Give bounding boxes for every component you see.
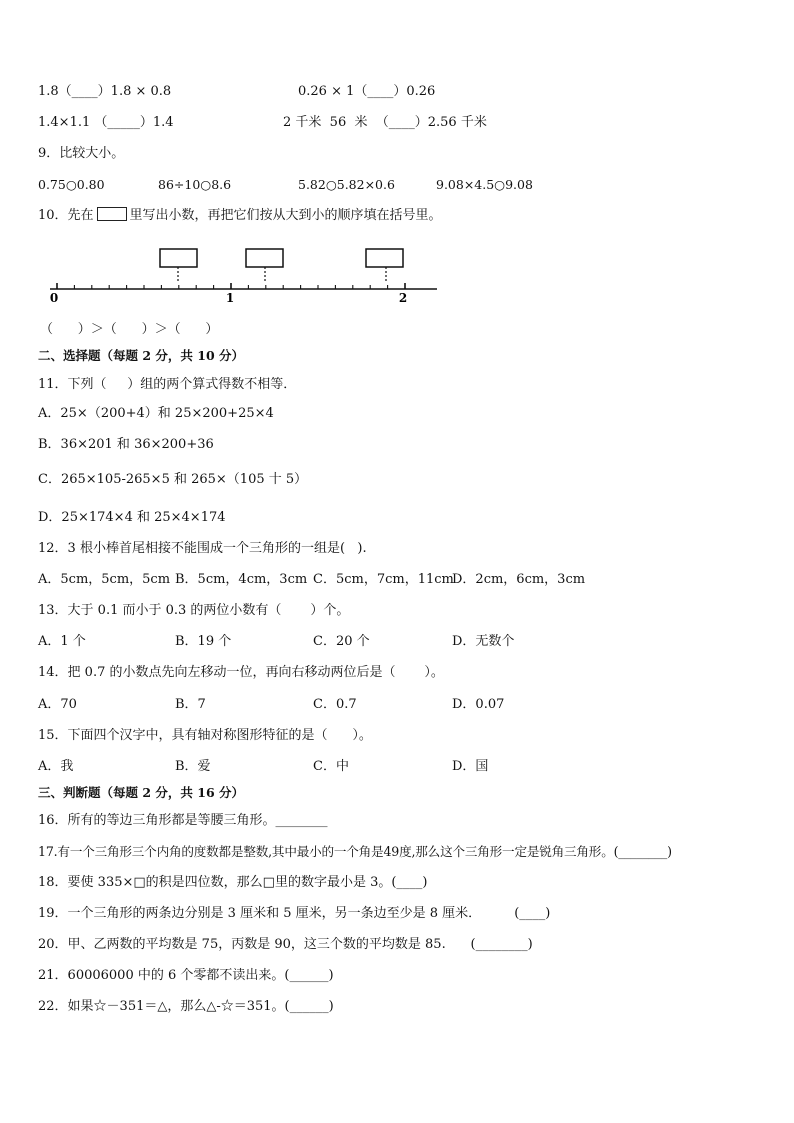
q11-option-b: B．36×201 和 36×200+36 — [38, 437, 214, 452]
blank-box-2[interactable] — [246, 249, 283, 267]
q12-option-c: C．5cm，7cm，11cm — [313, 572, 454, 587]
q12-option-b: B．5cm，4cm，3cm — [175, 572, 308, 587]
axis-label-1: 1 — [225, 291, 235, 305]
axis-label-2: 2 — [398, 291, 408, 305]
q9-item-3: 5.82○5.82×0.6 — [298, 177, 395, 192]
q13-option-c: C．20 个 — [313, 634, 370, 649]
q14-option-d: D．0.07 — [452, 697, 505, 712]
number-line-figure — [45, 243, 445, 305]
q15-option-d: D．国 — [452, 759, 489, 774]
q15-option-a: A．我 — [38, 759, 74, 774]
q12-stem: 12．3 根小棒首尾相接不能围成一个三角形的一组是( ). — [38, 541, 367, 556]
section3-heading: 三、判断题（每题 2 分，共 16 分） — [38, 785, 245, 800]
q9-title: 9．比较大小。 — [38, 146, 125, 161]
q17-statement: 17.有一个三角形三个内角的度数都是整数,其中最小的一个角是49度,那么这个三角形一定是锐角三角形。(________) — [38, 844, 672, 859]
q8-row1-right: 0.26 × 1（____）0.26 — [298, 84, 436, 99]
q10-title-before: 10．先在 — [38, 208, 94, 223]
q20-statement: 20．甲、乙两数的平均数是 75，丙数是 90，这三个数的平均数是 85. (________) — [38, 937, 533, 952]
q15-option-b: B．爱 — [175, 759, 211, 774]
q12-option-d: D．2cm，6cm，3cm — [452, 572, 586, 587]
q10-order-line: （ ）＞（ ）＞（ ） — [40, 322, 219, 337]
q13-option-a: A．1 个 — [38, 634, 86, 649]
q10-title-after: 里写出小数，再把它们按从大到小的顺序填在括号里。 — [129, 208, 442, 223]
q12-option-a: A．5cm，5cm，5cm — [38, 572, 171, 587]
q11-option-c: C．265×105-265×5 和 265×（105 十 5） — [38, 472, 308, 487]
q10-title — [38, 207, 442, 225]
q14-option-b: B．7 — [175, 697, 206, 712]
q8-row2-left: 1.4×1.1 （_____）1.4 — [38, 115, 174, 130]
q21-statement: 21．60006000 中的 6 个零都不读出来。(______) — [38, 968, 334, 983]
axis-label-0: 0 — [49, 291, 59, 305]
q15-stem: 15．下面四个汉字中，具有轴对称图形特征的是（ ）。 — [38, 728, 372, 743]
q13-stem: 13．大于 0.1 而小于 0.3 的两位小数有（ ）个。 — [38, 603, 350, 618]
q16-statement: 16．所有的等边三角形都是等腰三角形。________ — [38, 813, 328, 828]
q9-item-1: 0.75○0.80 — [38, 177, 105, 192]
q11-option-a: A．25×（200+4）和 25×200+25×4 — [38, 406, 274, 421]
q13-option-d: D．无数个 — [452, 634, 515, 649]
q8-row1-left: 1.8（____）1.8 × 0.8 — [38, 84, 172, 99]
section2-heading: 二、选择题（每题 2 分，共 10 分） — [38, 348, 245, 363]
answer-box-icon — [97, 207, 127, 221]
q15-option-c: C．中 — [313, 759, 349, 774]
q11-stem: 11．下列（ ）组的两个算式得数不相等． — [38, 377, 297, 392]
q19-statement: 19．一个三角形的两条边分别是 3 厘米和 5 厘米，另一条边至少是 8 厘米． (____) — [38, 906, 551, 921]
blank-box-3[interactable] — [366, 249, 403, 267]
q9-item-4: 9.08×4.5○9.08 — [436, 177, 533, 192]
q13-option-b: B．19 个 — [175, 634, 232, 649]
q11-option-d: D．25×174×4 和 25×4×174 — [38, 510, 226, 525]
q18-statement: 18．要使 335×□的积是四位数，那么□里的数字最小是 3。(____) — [38, 875, 428, 890]
q14-option-c: C．0.7 — [313, 697, 357, 712]
blank-box-1[interactable] — [160, 249, 197, 267]
q8-row2-right: 2 千米 56 米 （____）2.56 千米 — [283, 115, 487, 130]
q22-statement: 22．如果☆－351＝△，那么△-☆＝351。(______) — [38, 999, 334, 1014]
q14-option-a: A．70 — [38, 697, 77, 712]
q9-item-2: 86÷10○8.6 — [158, 177, 232, 192]
q14-stem: 14．把 0.7 的小数点先向左移动一位，再向右移动两位后是（ ）。 — [38, 665, 444, 680]
